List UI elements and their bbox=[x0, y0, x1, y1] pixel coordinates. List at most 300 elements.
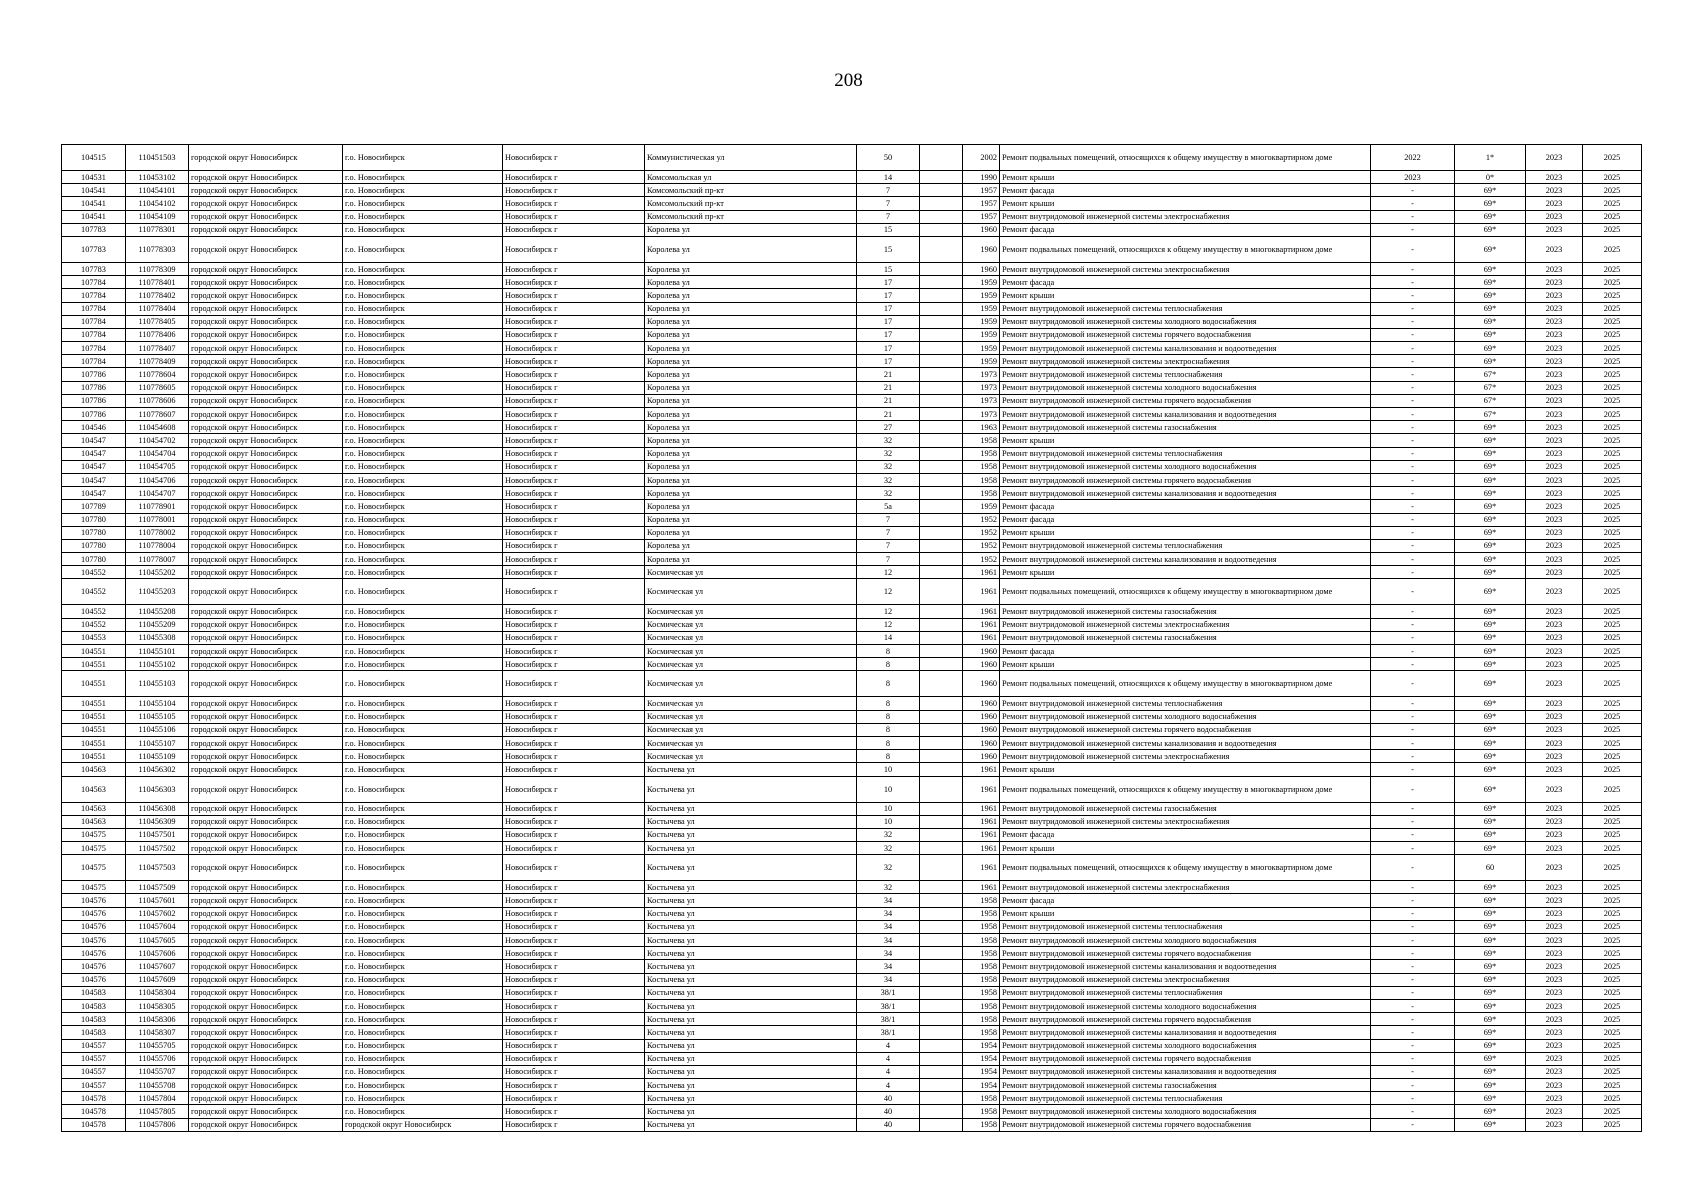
cell-object-id: 110778607 bbox=[126, 408, 189, 421]
cell-year-built: 1961 bbox=[963, 618, 1000, 631]
cell-street: Костычева ул bbox=[645, 802, 857, 815]
cell-settlement: Новосибирск г bbox=[503, 736, 645, 749]
cell-object-id: 110778406 bbox=[126, 328, 189, 341]
cell-building bbox=[920, 473, 963, 486]
cell-plan-end: 2025 bbox=[1583, 894, 1642, 907]
cell-wear: 69* bbox=[1455, 934, 1526, 947]
cell-building bbox=[920, 947, 963, 960]
cell-prev-year: - bbox=[1371, 763, 1455, 776]
cell-house-no: 32 bbox=[857, 473, 920, 486]
cell-prev-year: - bbox=[1371, 658, 1455, 671]
cell-street: Костычева ул bbox=[645, 907, 857, 920]
cell-plan-end: 2025 bbox=[1583, 421, 1642, 434]
cell-wear: 69* bbox=[1455, 355, 1526, 368]
cell-object-id: 110455106 bbox=[126, 723, 189, 736]
table-row bbox=[62, 315, 1642, 328]
cell-building bbox=[920, 566, 963, 579]
cell-municipality: г.о. Новосибирск bbox=[343, 355, 503, 368]
cell-object-id: 110454608 bbox=[126, 421, 189, 434]
cell-plan-end: 2025 bbox=[1583, 1118, 1642, 1131]
cell-district: городской округ Новосибирск bbox=[189, 487, 343, 500]
cell-wear: 69* bbox=[1455, 815, 1526, 828]
table-row bbox=[62, 210, 1642, 223]
cell-building bbox=[920, 907, 963, 920]
cell-prev-year: - bbox=[1371, 1118, 1455, 1131]
cell-building bbox=[920, 671, 963, 697]
cell-settlement: Новосибирск г bbox=[503, 145, 645, 171]
cell-house-id: 104583 bbox=[62, 1026, 126, 1039]
cell-year-built: 1961 bbox=[963, 815, 1000, 828]
cell-district: городской округ Новосибирск bbox=[189, 1039, 343, 1052]
cell-prev-year: - bbox=[1371, 302, 1455, 315]
cell-house-no: 38/1 bbox=[857, 986, 920, 999]
cell-building bbox=[920, 210, 963, 223]
cell-year-built: 1952 bbox=[963, 539, 1000, 552]
cell-plan-start: 2023 bbox=[1526, 973, 1583, 986]
cell-wear: 69* bbox=[1455, 1065, 1526, 1078]
cell-municipality: г.о. Новосибирск bbox=[343, 631, 503, 644]
cell-street: Костычева ул bbox=[645, 973, 857, 986]
cell-wear: 67* bbox=[1455, 368, 1526, 381]
cell-plan-start: 2023 bbox=[1526, 553, 1583, 566]
cell-street: Комсомольский пр-кт bbox=[645, 184, 857, 197]
table-row bbox=[62, 631, 1642, 644]
cell-wear: 69* bbox=[1455, 513, 1526, 526]
cell-street: Костычева ул bbox=[645, 947, 857, 960]
cell-building bbox=[920, 645, 963, 658]
cell-municipality: г.о. Новосибирск bbox=[343, 802, 503, 815]
cell-prev-year: - bbox=[1371, 697, 1455, 710]
cell-municipality: г.о. Новосибирск bbox=[343, 1026, 503, 1039]
cell-street: Королева ул bbox=[645, 355, 857, 368]
cell-street: Королева ул bbox=[645, 236, 857, 262]
cell-municipality: г.о. Новосибирск bbox=[343, 460, 503, 473]
cell-wear: 60 bbox=[1455, 855, 1526, 881]
cell-plan-end: 2025 bbox=[1583, 973, 1642, 986]
cell-year-built: 1959 bbox=[963, 355, 1000, 368]
cell-wear: 69* bbox=[1455, 960, 1526, 973]
cell-year-built: 1961 bbox=[963, 881, 1000, 894]
cell-building bbox=[920, 894, 963, 907]
cell-plan-end: 2025 bbox=[1583, 881, 1642, 894]
cell-wear: 69* bbox=[1455, 1118, 1526, 1131]
cell-year-built: 1961 bbox=[963, 579, 1000, 605]
cell-district: городской округ Новосибирск bbox=[189, 645, 343, 658]
cell-plan-end: 2025 bbox=[1583, 750, 1642, 763]
cell-building bbox=[920, 631, 963, 644]
cell-plan-end: 2025 bbox=[1583, 645, 1642, 658]
cell-house-id: 104576 bbox=[62, 960, 126, 973]
cell-object-id: 110455707 bbox=[126, 1065, 189, 1078]
cell-prev-year: - bbox=[1371, 223, 1455, 236]
cell-work-type: Ремонт внутридомовой инженерной системы канализования и водоотведения bbox=[1000, 1065, 1371, 1078]
cell-street: Космическая ул bbox=[645, 658, 857, 671]
cell-building bbox=[920, 605, 963, 618]
cell-district: городской округ Новосибирск bbox=[189, 408, 343, 421]
cell-plan-end: 2025 bbox=[1583, 618, 1642, 631]
cell-street: Костычева ул bbox=[645, 960, 857, 973]
table-body bbox=[62, 145, 1642, 1132]
cell-prev-year: 2022 bbox=[1371, 145, 1455, 171]
cell-plan-start: 2023 bbox=[1526, 1065, 1583, 1078]
cell-street: Костычева ул bbox=[645, 842, 857, 855]
cell-district: городской округ Новосибирск bbox=[189, 815, 343, 828]
cell-year-built: 1954 bbox=[963, 1065, 1000, 1078]
cell-house-no: 32 bbox=[857, 855, 920, 881]
cell-object-id: 110454702 bbox=[126, 434, 189, 447]
cell-municipality: г.о. Новосибирск bbox=[343, 184, 503, 197]
cell-district: городской округ Новосибирск bbox=[189, 355, 343, 368]
table-row bbox=[62, 723, 1642, 736]
cell-street: Костычева ул bbox=[645, 894, 857, 907]
cell-object-id: 110455103 bbox=[126, 671, 189, 697]
cell-work-type: Ремонт внутридомовой инженерной системы канализования и водоотведения bbox=[1000, 408, 1371, 421]
cell-prev-year: 2023 bbox=[1371, 171, 1455, 184]
cell-building bbox=[920, 1079, 963, 1092]
cell-settlement: Новосибирск г bbox=[503, 1105, 645, 1118]
cell-building bbox=[920, 973, 963, 986]
cell-building bbox=[920, 776, 963, 802]
cell-object-id: 110455705 bbox=[126, 1039, 189, 1052]
cell-work-type: Ремонт внутридомовой инженерной системы канализования и водоотведения bbox=[1000, 960, 1371, 973]
cell-object-id: 110778007 bbox=[126, 553, 189, 566]
cell-district: городской округ Новосибирск bbox=[189, 145, 343, 171]
cell-street: Королева ул bbox=[645, 421, 857, 434]
cell-work-type: Ремонт внутридомовой инженерной системы холодного водоснабжения bbox=[1000, 1039, 1371, 1052]
cell-work-type: Ремонт внутридомовой инженерной системы теплоснабжения bbox=[1000, 1092, 1371, 1105]
cell-settlement: Новосибирск г bbox=[503, 394, 645, 407]
cell-wear: 67* bbox=[1455, 394, 1526, 407]
cell-municipality: г.о. Новосибирск bbox=[343, 447, 503, 460]
cell-municipality: г.о. Новосибирск bbox=[343, 328, 503, 341]
cell-settlement: Новосибирск г bbox=[503, 815, 645, 828]
cell-work-type: Ремонт внутридомовой инженерной системы теплоснабжения bbox=[1000, 447, 1371, 460]
cell-settlement: Новосибирск г bbox=[503, 236, 645, 262]
cell-settlement: Новосибирск г bbox=[503, 776, 645, 802]
cell-plan-end: 2025 bbox=[1583, 920, 1642, 933]
cell-settlement: Новосибирск г bbox=[503, 500, 645, 513]
cell-prev-year: - bbox=[1371, 802, 1455, 815]
cell-house-no: 7 bbox=[857, 553, 920, 566]
cell-street: Комсомольский пр-кт bbox=[645, 210, 857, 223]
cell-plan-start: 2023 bbox=[1526, 658, 1583, 671]
cell-plan-start: 2023 bbox=[1526, 631, 1583, 644]
cell-district: городской округ Новосибирск bbox=[189, 631, 343, 644]
cell-work-type: Ремонт фасада bbox=[1000, 894, 1371, 907]
cell-wear: 69* bbox=[1455, 184, 1526, 197]
cell-object-id: 110454102 bbox=[126, 197, 189, 210]
cell-building bbox=[920, 487, 963, 500]
cell-district: городской округ Новосибирск bbox=[189, 1118, 343, 1131]
table-row bbox=[62, 302, 1642, 315]
cell-wear: 69* bbox=[1455, 276, 1526, 289]
cell-plan-end: 2025 bbox=[1583, 276, 1642, 289]
cell-object-id: 110455708 bbox=[126, 1079, 189, 1092]
cell-house-id: 104551 bbox=[62, 697, 126, 710]
table-row bbox=[62, 434, 1642, 447]
cell-prev-year: - bbox=[1371, 828, 1455, 841]
cell-wear: 69* bbox=[1455, 315, 1526, 328]
cell-plan-start: 2023 bbox=[1526, 368, 1583, 381]
cell-municipality: г.о. Новосибирск bbox=[343, 881, 503, 894]
cell-prev-year: - bbox=[1371, 618, 1455, 631]
table-row bbox=[62, 289, 1642, 302]
cell-municipality: г.о. Новосибирск bbox=[343, 566, 503, 579]
table-row bbox=[62, 763, 1642, 776]
cell-building bbox=[920, 289, 963, 302]
cell-prev-year: - bbox=[1371, 289, 1455, 302]
cell-house-id: 104552 bbox=[62, 618, 126, 631]
cell-house-no: 10 bbox=[857, 815, 920, 828]
cell-plan-end: 2025 bbox=[1583, 934, 1642, 947]
cell-object-id: 110457503 bbox=[126, 855, 189, 881]
cell-building bbox=[920, 1118, 963, 1131]
cell-district: городской округ Новосибирск bbox=[189, 986, 343, 999]
cell-building bbox=[920, 500, 963, 513]
cell-house-id: 104547 bbox=[62, 487, 126, 500]
cell-plan-start: 2023 bbox=[1526, 723, 1583, 736]
cell-house-id: 104575 bbox=[62, 855, 126, 881]
cell-wear: 69* bbox=[1455, 710, 1526, 723]
cell-wear: 69* bbox=[1455, 579, 1526, 605]
cell-wear: 69* bbox=[1455, 999, 1526, 1012]
cell-district: городской округ Новосибирск bbox=[189, 947, 343, 960]
cell-year-built: 1958 bbox=[963, 986, 1000, 999]
cell-district: городской округ Новосибирск bbox=[189, 539, 343, 552]
cell-building bbox=[920, 526, 963, 539]
cell-district: городской округ Новосибирск bbox=[189, 881, 343, 894]
cell-street: Костычева ул bbox=[645, 986, 857, 999]
cell-building bbox=[920, 1026, 963, 1039]
cell-house-id: 107780 bbox=[62, 539, 126, 552]
cell-wear: 69* bbox=[1455, 1039, 1526, 1052]
cell-object-id: 110455208 bbox=[126, 605, 189, 618]
table-row bbox=[62, 618, 1642, 631]
cell-house-id: 107786 bbox=[62, 394, 126, 407]
cell-year-built: 1958 bbox=[963, 907, 1000, 920]
cell-object-id: 110455107 bbox=[126, 736, 189, 749]
cell-year-built: 1960 bbox=[963, 723, 1000, 736]
cell-street: Костычева ул bbox=[645, 1052, 857, 1065]
cell-district: городской округ Новосибирск bbox=[189, 907, 343, 920]
cell-house-no: 15 bbox=[857, 223, 920, 236]
cell-plan-end: 2025 bbox=[1583, 710, 1642, 723]
cell-building bbox=[920, 553, 963, 566]
cell-municipality: г.о. Новосибирск bbox=[343, 828, 503, 841]
cell-plan-end: 2025 bbox=[1583, 828, 1642, 841]
cell-plan-start: 2023 bbox=[1526, 276, 1583, 289]
cell-street: Королева ул bbox=[645, 262, 857, 275]
table-row bbox=[62, 697, 1642, 710]
cell-plan-end: 2025 bbox=[1583, 605, 1642, 618]
cell-wear: 69* bbox=[1455, 223, 1526, 236]
cell-plan-start: 2023 bbox=[1526, 776, 1583, 802]
cell-year-built: 1958 bbox=[963, 1013, 1000, 1026]
cell-house-no: 32 bbox=[857, 447, 920, 460]
cell-house-id: 104575 bbox=[62, 842, 126, 855]
cell-work-type: Ремонт внутридомовой инженерной системы канализования и водоотведения bbox=[1000, 487, 1371, 500]
cell-municipality: городской округ Новосибирск bbox=[343, 1118, 503, 1131]
cell-house-id: 104553 bbox=[62, 631, 126, 644]
cell-building bbox=[920, 223, 963, 236]
cell-house-id: 107784 bbox=[62, 276, 126, 289]
cell-house-id: 107784 bbox=[62, 315, 126, 328]
cell-object-id: 110455102 bbox=[126, 658, 189, 671]
cell-wear: 69* bbox=[1455, 776, 1526, 802]
cell-building bbox=[920, 658, 963, 671]
cell-object-id: 110453102 bbox=[126, 171, 189, 184]
cell-plan-start: 2023 bbox=[1526, 1013, 1583, 1026]
cell-plan-end: 2025 bbox=[1583, 223, 1642, 236]
cell-house-no: 8 bbox=[857, 645, 920, 658]
cell-object-id: 110455203 bbox=[126, 579, 189, 605]
cell-municipality: г.о. Новосибирск bbox=[343, 1013, 503, 1026]
cell-plan-start: 2023 bbox=[1526, 736, 1583, 749]
cell-house-no: 15 bbox=[857, 262, 920, 275]
cell-plan-end: 2025 bbox=[1583, 736, 1642, 749]
cell-year-built: 1961 bbox=[963, 855, 1000, 881]
cell-building bbox=[920, 1065, 963, 1078]
cell-plan-start: 2023 bbox=[1526, 618, 1583, 631]
cell-district: городской округ Новосибирск bbox=[189, 855, 343, 881]
cell-work-type: Ремонт внутридомовой инженерной системы электроснабжения bbox=[1000, 815, 1371, 828]
cell-plan-start: 2023 bbox=[1526, 302, 1583, 315]
cell-settlement: Новосибирск г bbox=[503, 645, 645, 658]
cell-settlement: Новосибирск г bbox=[503, 842, 645, 855]
cell-object-id: 110458306 bbox=[126, 1013, 189, 1026]
cell-plan-end: 2025 bbox=[1583, 408, 1642, 421]
cell-object-id: 110456302 bbox=[126, 763, 189, 776]
cell-prev-year: - bbox=[1371, 434, 1455, 447]
table-row bbox=[62, 907, 1642, 920]
cell-house-id: 104576 bbox=[62, 947, 126, 960]
cell-plan-start: 2023 bbox=[1526, 434, 1583, 447]
cell-building bbox=[920, 723, 963, 736]
cell-plan-end: 2025 bbox=[1583, 579, 1642, 605]
cell-house-id: 104576 bbox=[62, 894, 126, 907]
cell-house-id: 107786 bbox=[62, 408, 126, 421]
table-row bbox=[62, 1052, 1642, 1065]
cell-work-type: Ремонт фасада bbox=[1000, 828, 1371, 841]
cell-house-id: 104578 bbox=[62, 1118, 126, 1131]
table-row bbox=[62, 815, 1642, 828]
cell-work-type: Ремонт крыши bbox=[1000, 526, 1371, 539]
cell-house-no: 21 bbox=[857, 394, 920, 407]
cell-plan-end: 2025 bbox=[1583, 197, 1642, 210]
cell-work-type: Ремонт крыши bbox=[1000, 434, 1371, 447]
cell-wear: 69* bbox=[1455, 763, 1526, 776]
cell-work-type: Ремонт внутридомовой инженерной системы теплоснабжения bbox=[1000, 920, 1371, 933]
cell-work-type: Ремонт подвальных помещений, относящихся к общему имуществу в многоквартирном доме bbox=[1000, 236, 1371, 262]
cell-house-no: 17 bbox=[857, 328, 920, 341]
cell-prev-year: - bbox=[1371, 328, 1455, 341]
cell-year-built: 1961 bbox=[963, 763, 1000, 776]
cell-settlement: Новосибирск г bbox=[503, 947, 645, 960]
cell-house-no: 8 bbox=[857, 658, 920, 671]
cell-building bbox=[920, 184, 963, 197]
cell-prev-year: - bbox=[1371, 1039, 1455, 1052]
cell-house-no: 4 bbox=[857, 1039, 920, 1052]
cell-work-type: Ремонт внутридомовой инженерной системы горячего водоснабжения bbox=[1000, 1013, 1371, 1026]
cell-building bbox=[920, 236, 963, 262]
cell-building bbox=[920, 1105, 963, 1118]
cell-street: Космическая ул bbox=[645, 566, 857, 579]
cell-plan-start: 2023 bbox=[1526, 171, 1583, 184]
cell-municipality: г.о. Новосибирск bbox=[343, 894, 503, 907]
cell-work-type: Ремонт фасада bbox=[1000, 276, 1371, 289]
cell-wear: 69* bbox=[1455, 907, 1526, 920]
cell-settlement: Новосибирск г bbox=[503, 302, 645, 315]
cell-wear: 69* bbox=[1455, 1079, 1526, 1092]
cell-house-no: 8 bbox=[857, 710, 920, 723]
cell-building bbox=[920, 710, 963, 723]
cell-settlement: Новосибирск г bbox=[503, 1079, 645, 1092]
cell-object-id: 110778301 bbox=[126, 223, 189, 236]
cell-year-built: 1961 bbox=[963, 828, 1000, 841]
cell-municipality: г.о. Новосибирск bbox=[343, 421, 503, 434]
cell-street: Королева ул bbox=[645, 460, 857, 473]
cell-year-built: 1957 bbox=[963, 184, 1000, 197]
cell-municipality: г.о. Новосибирск bbox=[343, 236, 503, 262]
cell-street: Костычева ул bbox=[645, 881, 857, 894]
cell-wear: 69* bbox=[1455, 802, 1526, 815]
cell-object-id: 110778605 bbox=[126, 381, 189, 394]
cell-building bbox=[920, 802, 963, 815]
cell-wear: 69* bbox=[1455, 447, 1526, 460]
cell-house-id: 104583 bbox=[62, 999, 126, 1012]
cell-building bbox=[920, 145, 963, 171]
cell-street: Королева ул bbox=[645, 434, 857, 447]
cell-district: городской округ Новосибирск bbox=[189, 1092, 343, 1105]
cell-prev-year: - bbox=[1371, 197, 1455, 210]
cell-municipality: г.о. Новосибирск bbox=[343, 842, 503, 855]
cell-plan-end: 2025 bbox=[1583, 1105, 1642, 1118]
cell-settlement: Новосибирск г bbox=[503, 658, 645, 671]
cell-settlement: Новосибирск г bbox=[503, 513, 645, 526]
cell-plan-end: 2025 bbox=[1583, 328, 1642, 341]
cell-municipality: г.о. Новосибирск bbox=[343, 934, 503, 947]
cell-year-built: 1960 bbox=[963, 645, 1000, 658]
table-row bbox=[62, 197, 1642, 210]
cell-house-no: 14 bbox=[857, 631, 920, 644]
cell-year-built: 1954 bbox=[963, 1052, 1000, 1065]
cell-year-built: 1958 bbox=[963, 1118, 1000, 1131]
cell-year-built: 1961 bbox=[963, 566, 1000, 579]
cell-settlement: Новосибирск г bbox=[503, 855, 645, 881]
cell-work-type: Ремонт внутридомовой инженерной системы горячего водоснабжения bbox=[1000, 394, 1371, 407]
table-row bbox=[62, 736, 1642, 749]
cell-object-id: 110455706 bbox=[126, 1052, 189, 1065]
cell-plan-end: 2025 bbox=[1583, 355, 1642, 368]
cell-municipality: г.о. Новосибирск bbox=[343, 1092, 503, 1105]
cell-district: городской округ Новосибирск bbox=[189, 447, 343, 460]
cell-street: Космическая ул bbox=[645, 618, 857, 631]
cell-prev-year: - bbox=[1371, 723, 1455, 736]
cell-plan-start: 2023 bbox=[1526, 907, 1583, 920]
cell-wear: 69* bbox=[1455, 487, 1526, 500]
table-row bbox=[62, 894, 1642, 907]
cell-wear: 69* bbox=[1455, 947, 1526, 960]
cell-settlement: Новосибирск г bbox=[503, 355, 645, 368]
cell-plan-end: 2025 bbox=[1583, 145, 1642, 171]
cell-street: Королева ул bbox=[645, 526, 857, 539]
cell-house-no: 8 bbox=[857, 697, 920, 710]
cell-year-built: 1961 bbox=[963, 776, 1000, 802]
cell-wear: 69* bbox=[1455, 328, 1526, 341]
cell-house-no: 34 bbox=[857, 907, 920, 920]
cell-municipality: г.о. Новосибирск bbox=[343, 473, 503, 486]
cell-work-type: Ремонт внутридомовой инженерной системы канализования и водоотведения bbox=[1000, 342, 1371, 355]
